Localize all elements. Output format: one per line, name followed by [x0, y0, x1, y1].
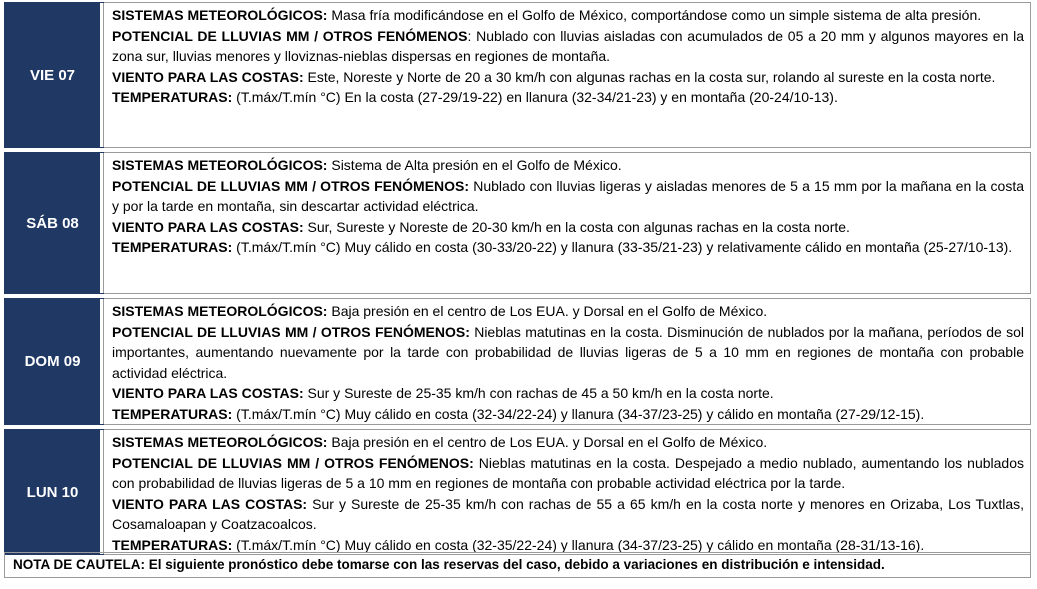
rain-text: Nieblas matutinas en la costa. Disminución de nublados por la mañana, períodos de sol importantes, aumentando nuevamente por la tarde con probabilidad de lluvias ligeras de 5 a 10 mm en regiones de montaña con probable actividad eléctrica.	[112, 323, 1024, 381]
day-label: LUN 10	[5, 430, 103, 554]
wind-line	[112, 67, 1024, 88]
rain-text: : Nublado con lluvias aisladas con acumulados de 05 a 20 mm y algunos mayores en la zona sur, lluvias menores y lloviznas-nieblas dispersas en regiones de montaña.	[112, 27, 1024, 64]
forecast-row-dom-09	[4, 298, 1031, 425]
systems-label: SISTEMAS METEOROLÓGICOS:	[112, 7, 328, 23]
rain-line	[112, 453, 1024, 494]
systems-line	[112, 432, 1024, 453]
rain-line	[112, 322, 1024, 384]
rain-text: Nublado con lluvias ligeras y aisladas menores de 5 a 15 mm por la mañana en la costa y por la tarde en montaña, sin descartar actividad eléctrica.	[112, 177, 1024, 214]
temperature-label: TEMPERATURAS:	[112, 89, 233, 105]
day-label: DOM 09	[5, 299, 103, 424]
temperature-text: (T.máx/T.mín °C) Muy cálido en costa (30-33/20-22) y llanura (33-35/21-23) y relativamente cálido en montaña (25-27/10-13).	[232, 239, 1013, 255]
temperature-text: (T.máx/T.mín °C) Muy cálido en costa (32-35/22-24) y llanura (34-37/23-25) y cálido en montaña (28-31/13-16).	[232, 536, 925, 553]
day-details	[103, 153, 1030, 293]
rain-line	[112, 26, 1024, 67]
forecast-row-lun-10	[4, 429, 1031, 555]
wind-text: Este, Noreste y Norte de 20 a 30 km/h con algunas rachas en la costa sur, rolando al sureste en la costa norte.	[303, 68, 996, 85]
systems-text: Baja presión en el centro de Los EUA. y Dorsal en el Golfo de México.	[327, 303, 768, 319]
systems-text: Masa fría modificándose en el Golfo de México, comportándose como un simple sistema de alta presión.	[327, 7, 982, 23]
day-details	[103, 299, 1030, 424]
wind-label: VIENTO PARA LAS COSTAS:	[112, 385, 304, 401]
systems-line	[112, 155, 1024, 176]
rain-text: Nieblas matutinas en la costa. Despejado a medio nublado, aumentando los nublados con probabilidad de lluvias ligeras de 5 a 10 mm en regiones de montaña con probable actividad eléctrica por la tarde.	[112, 454, 1024, 491]
day-label: VIE 07	[5, 3, 103, 147]
wind-text: Sur y Sureste de 25-35 km/h con rachas de 45 a 50 km/h en la costa norte.	[303, 385, 774, 401]
systems-text: Baja presión en el centro de Los EUA. y Dorsal en el Golfo de México.	[327, 434, 768, 450]
rain-label: POTENCIAL DE LLUVIAS MM / OTROS FENÓMENOS:	[112, 323, 470, 340]
day-label: SÁB 08	[5, 153, 103, 293]
wind-text: Sur y Sureste de 25-35 km/h con rachas de 55 a 65 km/h en la costa norte y menores en Orizaba, Los Tuxtlas, Cosamaloapan y Coatzacoalcos.	[112, 495, 1024, 532]
wind-line	[112, 494, 1024, 535]
wind-line	[112, 383, 1024, 404]
wind-label: VIENTO PARA LAS COSTAS:	[112, 68, 304, 85]
wind-line	[112, 217, 1024, 238]
systems-label: SISTEMAS METEOROLÓGICOS:	[112, 434, 328, 450]
temperature-label: TEMPERATURAS:	[112, 239, 233, 255]
wind-label: VIENTO PARA LAS COSTAS:	[112, 495, 308, 512]
temperature-text: (T.máx/T.mín °C) Muy cálido en costa (32-34/22-24) y llanura (34-37/23-25) y cálido en montaña (27-29/12-15).	[232, 405, 925, 422]
rain-label: POTENCIAL DE LLUVIAS MM / OTROS FENÓMENOS:	[112, 454, 474, 471]
temperature-line	[112, 87, 1024, 108]
day-details	[103, 3, 1030, 147]
rain-line	[112, 176, 1024, 217]
systems-label: SISTEMAS METEOROLÓGICOS:	[112, 157, 328, 173]
wind-label: VIENTO PARA LAS COSTAS:	[112, 218, 304, 235]
temperature-text: (T.máx/T.mín °C) En la costa (27-29/19-22) en llanura (32-34/21-23) y en montaña (20-24/10-13).	[232, 89, 838, 105]
systems-text: Sistema de Alta presión en el Golfo de México.	[327, 157, 622, 173]
forecast-row-vie-07	[4, 2, 1031, 148]
temperature-label: TEMPERATURAS:	[112, 536, 233, 553]
rain-label: POTENCIAL DE LLUVIAS MM / OTROS FENÓMENOS:	[112, 177, 470, 194]
temperature-line	[112, 237, 1024, 258]
day-details	[103, 430, 1030, 554]
systems-label: SISTEMAS METEOROLÓGICOS:	[112, 303, 328, 319]
systems-line	[112, 5, 1024, 26]
temperature-line	[112, 404, 1024, 425]
systems-line	[112, 301, 1024, 322]
rain-label: POTENCIAL DE LLUVIAS MM / OTROS FENÓMENOS	[112, 27, 468, 44]
forecast-table	[4, 2, 1031, 559]
caution-note: NOTA DE CAUTELA: El siguiente pronóstico debe tomarse con las reservas del caso, debido a variaciones en distribución e intensidad.	[4, 552, 1031, 578]
forecast-row-sab-08	[4, 152, 1031, 294]
wind-text: Sur, Sureste y Noreste de 20-30 km/h en la costa con algunas rachas en la costa norte.	[303, 218, 850, 235]
temperature-label: TEMPERATURAS:	[112, 405, 233, 422]
